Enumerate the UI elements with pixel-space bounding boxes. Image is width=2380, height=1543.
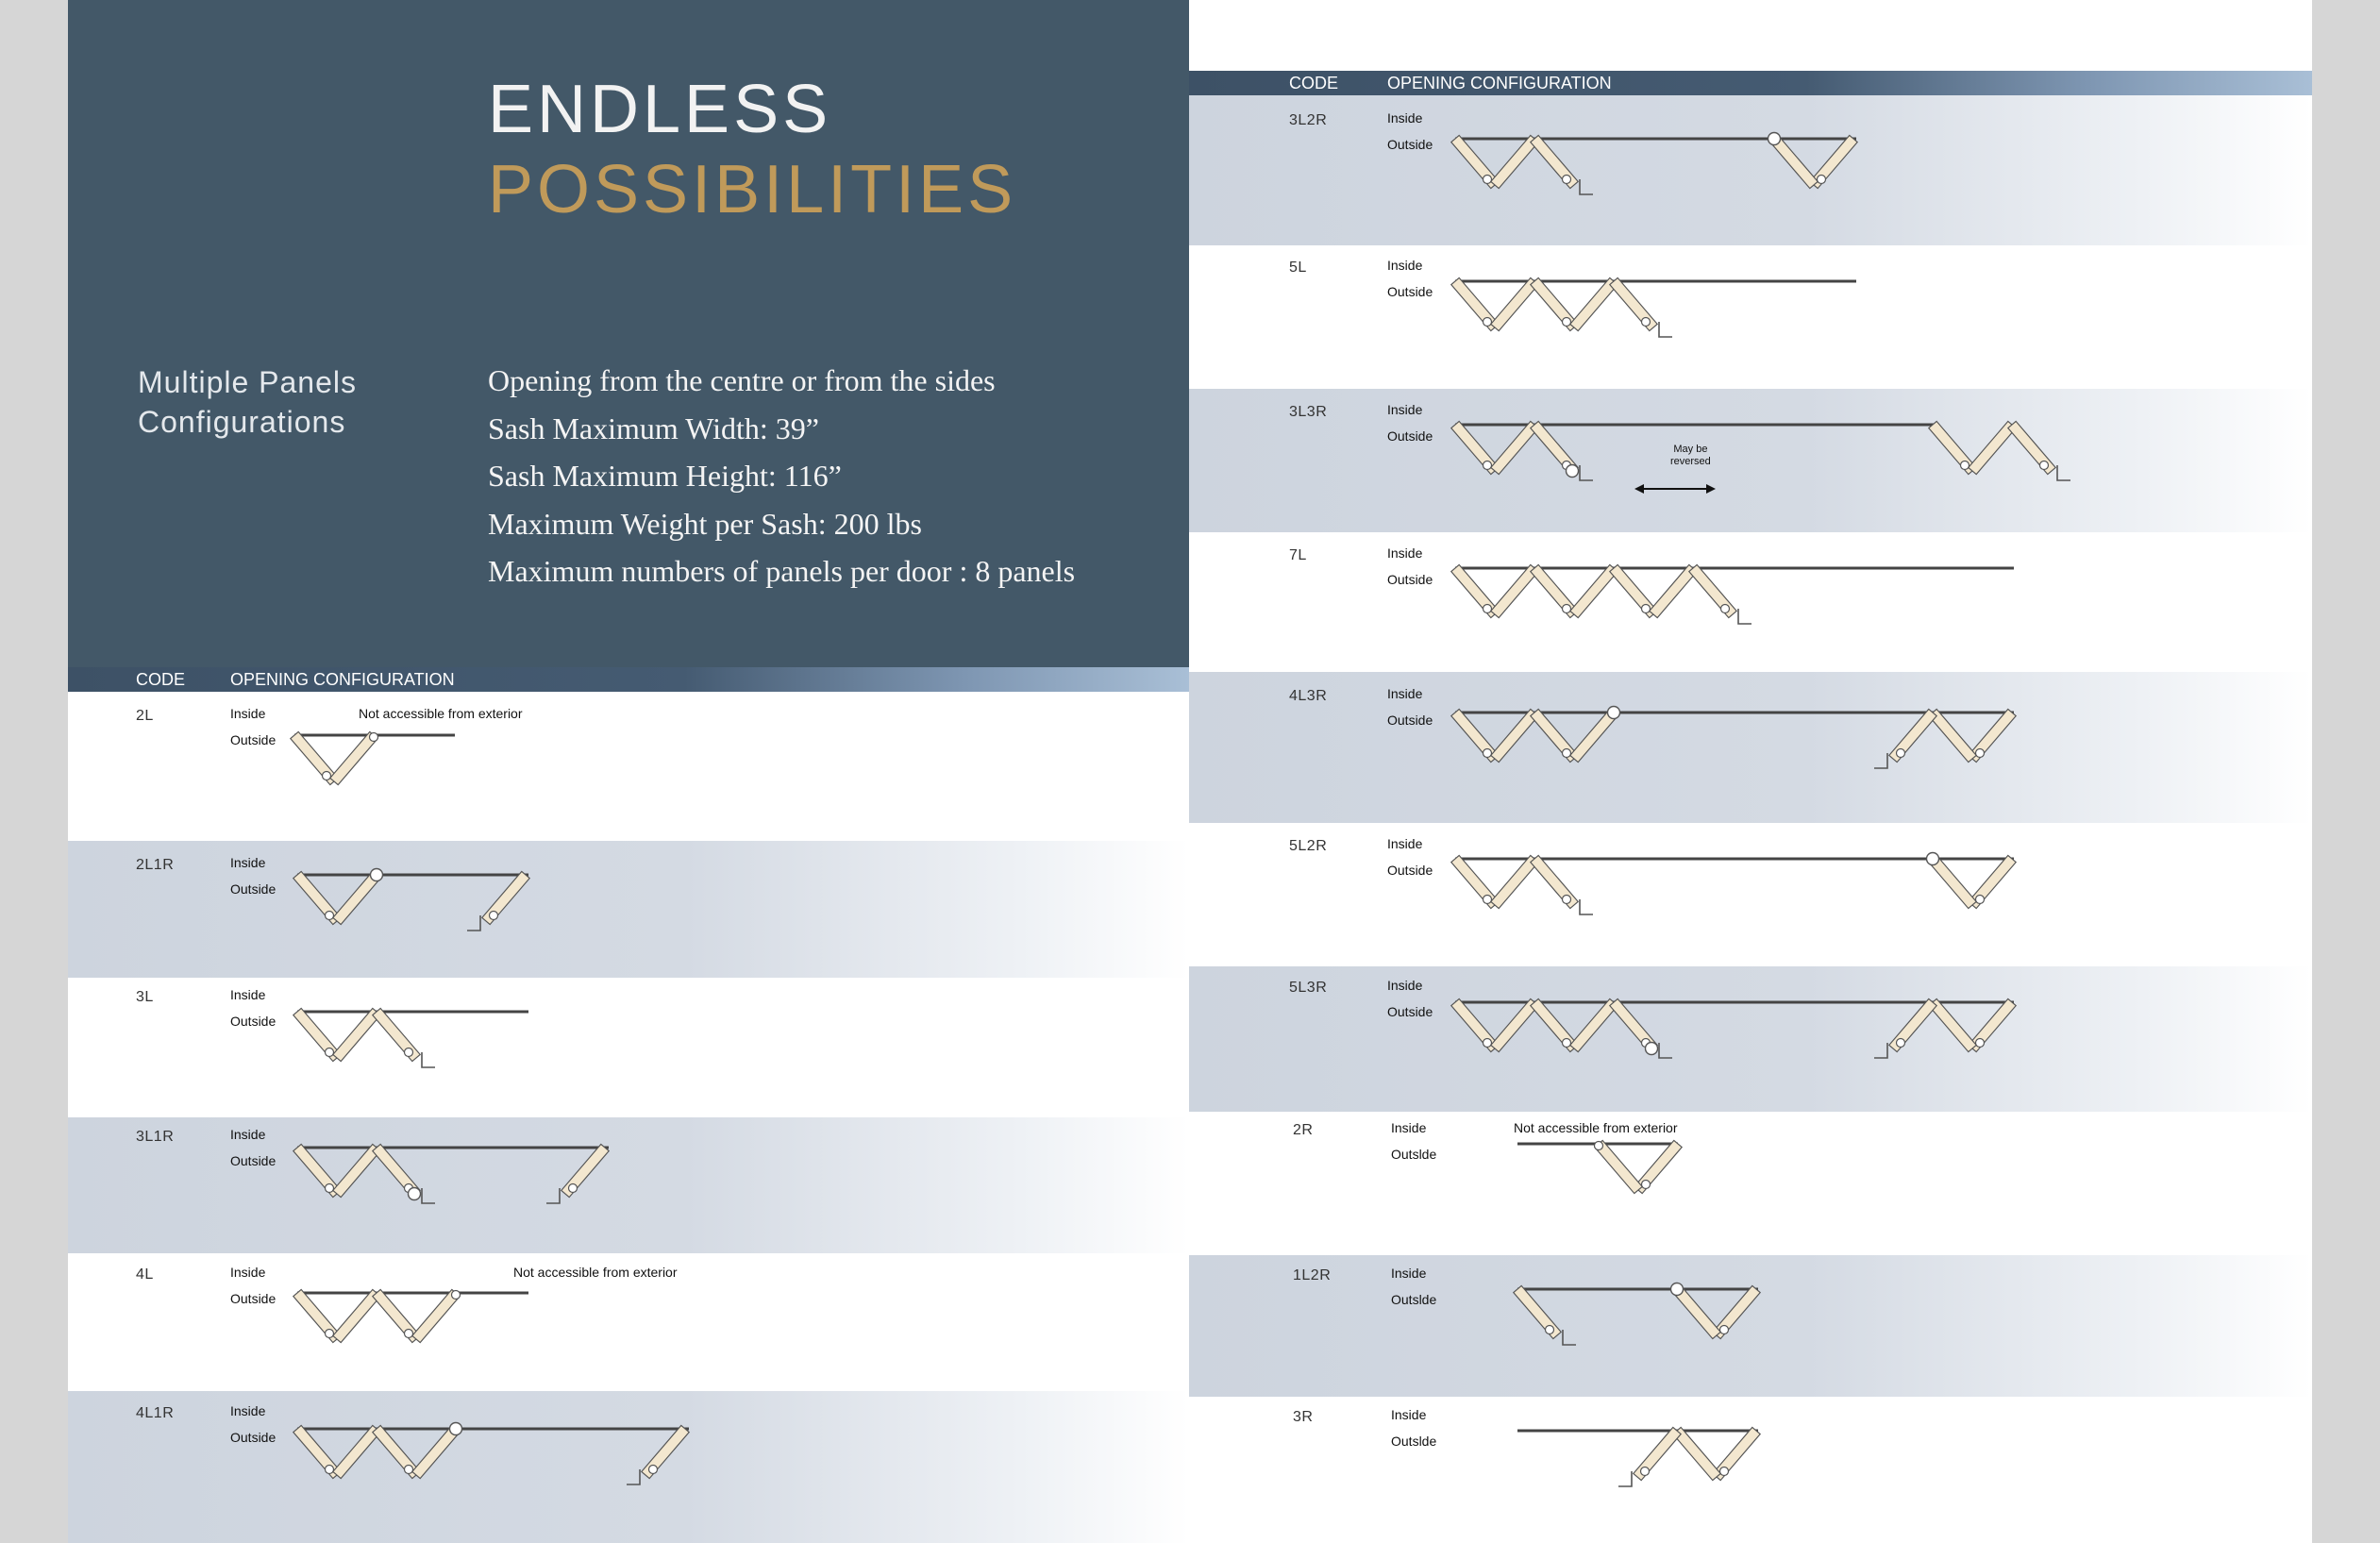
hinge-icon xyxy=(1563,605,1571,613)
opening-diagram xyxy=(297,869,580,964)
hinge-icon xyxy=(1721,605,1730,613)
row-code: 2R xyxy=(1293,1122,1314,1138)
hinge-icon xyxy=(490,912,498,920)
may-be-reversed-line2: reversed xyxy=(1670,456,1711,467)
opening-diagram xyxy=(1455,276,1889,370)
hinge-icon xyxy=(452,1291,461,1300)
hinge-icon xyxy=(1483,176,1492,184)
section-label-line2: Configurations xyxy=(138,405,346,439)
inside-label: Inside xyxy=(1391,1266,1427,1281)
handle-icon xyxy=(1580,179,1593,194)
outside-label: Outslde xyxy=(1391,1292,1437,1307)
pivot-icon xyxy=(409,1188,421,1200)
hinge-icon xyxy=(1595,1142,1603,1150)
spec-item: Opening from the centre or from the sides xyxy=(488,363,996,397)
inside-label: Inside xyxy=(1387,545,1423,561)
inside-label: Inside xyxy=(1387,258,1423,273)
row-code: 7L xyxy=(1289,547,1307,563)
hinge-icon xyxy=(326,1184,334,1193)
row-code: 5L xyxy=(1289,260,1307,276)
pivot-icon xyxy=(371,869,383,881)
hinge-icon xyxy=(1563,318,1571,327)
outside-label: Outslde xyxy=(1391,1147,1437,1162)
handle-icon xyxy=(546,1188,560,1203)
section-label xyxy=(138,362,357,442)
config-row-5L2R xyxy=(1189,823,2312,966)
outside-label: Outside xyxy=(230,1291,277,1306)
code-column-header: CODE xyxy=(136,670,186,689)
config-row-3L xyxy=(68,978,1189,1117)
handle-icon xyxy=(422,1188,435,1203)
config-row-1L2R xyxy=(1189,1255,2312,1397)
hinge-icon xyxy=(326,1048,334,1057)
hinge-icon xyxy=(1976,749,1985,758)
opening-diagram xyxy=(297,1423,712,1518)
outside-label: Outside xyxy=(230,881,277,897)
inside-label: Inside xyxy=(230,987,266,1002)
hinge-icon xyxy=(1641,1468,1650,1476)
hinge-icon xyxy=(1976,896,1985,904)
title-endless: ENDLESS xyxy=(488,72,832,147)
section-label-line1: Multiple Panels xyxy=(138,365,357,399)
hinge-icon xyxy=(1546,1326,1554,1334)
hinge-icon xyxy=(323,772,331,780)
hinge-icon xyxy=(1720,1326,1729,1334)
inside-label: Inside xyxy=(230,706,266,721)
inside-label: Inside xyxy=(230,855,266,870)
config-row-4L1R xyxy=(68,1391,1189,1543)
not-accessible-note: Not accessible from exterior xyxy=(1514,1120,1678,1135)
arrow-head-icon xyxy=(1706,484,1716,494)
config-row-3L3R xyxy=(1189,389,2312,532)
right-table-header xyxy=(1189,71,2312,95)
inside-label: Inside xyxy=(1391,1120,1427,1135)
outside-label: Outside xyxy=(1387,137,1433,152)
inside-label: Inside xyxy=(1391,1407,1427,1422)
not-accessible-note: Not accessible from exterior xyxy=(359,706,523,721)
outside-label: Outside xyxy=(1387,284,1433,299)
hinge-icon xyxy=(1897,1039,1905,1048)
opening-diagram xyxy=(1455,562,2040,657)
pivot-icon xyxy=(1646,1043,1658,1055)
row-code: 4L3R xyxy=(1289,688,1328,704)
handle-icon xyxy=(1874,1043,1887,1058)
handle-icon xyxy=(1659,322,1672,337)
hinge-icon xyxy=(1483,461,1492,470)
hinge-icon xyxy=(1483,1039,1492,1048)
title-possibilities: POSSIBILITIES xyxy=(488,152,1017,227)
inside-label: Inside xyxy=(1387,836,1423,851)
opening-diagram xyxy=(297,1006,580,1100)
not-accessible-note: Not accessible from exterior xyxy=(513,1265,678,1280)
handle-icon xyxy=(1738,609,1751,624)
opening-diagram xyxy=(1517,1425,1801,1519)
spec-item: Maximum Weight per Sash: 200 lbs xyxy=(488,506,922,541)
inside-label: Inside xyxy=(230,1127,266,1142)
pivot-icon xyxy=(1671,1283,1684,1296)
spec-item: Sash Maximum Height: 116” xyxy=(488,459,842,493)
hinge-icon xyxy=(1483,318,1492,327)
pivot-icon xyxy=(1768,133,1781,145)
outside-label: Outside xyxy=(1387,1004,1433,1019)
outside-label: Outside xyxy=(1387,713,1433,728)
handle-icon xyxy=(1580,899,1593,914)
may-be-reversed-line1: May be xyxy=(1673,444,1708,455)
hinge-icon xyxy=(326,912,334,920)
row-code: 4L1R xyxy=(136,1405,175,1421)
outside-label: Outside xyxy=(230,1014,277,1029)
hinge-icon xyxy=(1563,749,1571,758)
hinge-icon xyxy=(1563,1039,1571,1048)
config-row-5L3R xyxy=(1189,966,2312,1112)
config-row-2R xyxy=(1189,1112,2312,1255)
hero-panel xyxy=(68,0,1189,668)
row-code: 5L3R xyxy=(1289,980,1328,996)
outside-label: Outside xyxy=(1387,572,1433,587)
row-code: 4L xyxy=(136,1266,154,1283)
row-code: 2L xyxy=(136,708,154,724)
config-row-3R xyxy=(1189,1397,2312,1543)
inside-label: Inside xyxy=(1387,110,1423,126)
opening-diagram xyxy=(294,730,578,824)
left-table-header xyxy=(68,667,1189,692)
opening-diagram xyxy=(1455,133,1889,227)
inside-label: Inside xyxy=(230,1403,266,1418)
opening-diagram xyxy=(1517,1138,1801,1233)
row-code: 3L xyxy=(136,989,154,1005)
row-code: 3L3R xyxy=(1289,404,1328,420)
opening-diagram xyxy=(297,1142,637,1236)
config-row-4L3R xyxy=(1189,672,2312,823)
opening-diagram xyxy=(1517,1283,1801,1378)
hinge-icon xyxy=(1961,461,1969,470)
hinge-icon xyxy=(326,1466,334,1474)
row-code: 3L2R xyxy=(1289,112,1328,128)
handle-icon xyxy=(422,1052,435,1067)
handle-icon xyxy=(1874,753,1887,768)
hinge-icon xyxy=(1483,605,1492,613)
hinge-icon xyxy=(405,1048,413,1057)
handle-icon xyxy=(1580,465,1593,480)
handle-icon xyxy=(2057,465,2070,480)
inside-label: Inside xyxy=(1387,686,1423,701)
inside-label: Inside xyxy=(1387,402,1423,417)
outside-label: Outside xyxy=(230,732,277,747)
hinge-icon xyxy=(405,1466,413,1474)
hinge-icon xyxy=(1563,896,1571,904)
hinge-icon xyxy=(370,733,378,742)
opening-diagram xyxy=(1455,853,2040,948)
config-row-7L xyxy=(1189,532,2312,672)
hinge-icon xyxy=(569,1184,578,1193)
pivot-icon xyxy=(1567,465,1579,478)
row-code: 1L2R xyxy=(1293,1267,1332,1283)
outside-label: Outside xyxy=(1387,863,1433,878)
config-row-2L1R xyxy=(68,841,1189,978)
spec-item: Maximum numbers of panels per door : 8 panels xyxy=(488,554,1076,588)
arrow-head-icon xyxy=(1634,484,1644,494)
hinge-icon xyxy=(405,1330,413,1338)
config-row-3L2R xyxy=(1189,95,2312,245)
handle-icon xyxy=(467,915,480,931)
opening-diagram xyxy=(1455,997,2040,1091)
config-row-2L xyxy=(68,692,1189,841)
opening-diagram xyxy=(297,1287,580,1382)
pivot-icon xyxy=(450,1423,462,1435)
hinge-icon xyxy=(1818,176,1826,184)
config-row-5L xyxy=(1189,245,2312,389)
hinge-icon xyxy=(1642,318,1651,327)
outside-label: Outslde xyxy=(1391,1434,1437,1449)
spec-item: Sash Maximum Width: 39” xyxy=(488,411,819,445)
config-column-header: OPENING CONFIGURATION xyxy=(1387,74,1612,92)
pivot-icon xyxy=(1927,853,1939,865)
handle-icon xyxy=(1618,1471,1632,1486)
inside-label: Inside xyxy=(230,1265,266,1280)
handle-icon xyxy=(1563,1330,1576,1345)
outside-label: Outside xyxy=(1387,428,1433,444)
outside-label: Outside xyxy=(230,1430,277,1445)
hinge-icon xyxy=(649,1466,658,1474)
opening-diagram xyxy=(1455,707,2040,801)
config-column-header: OPENING CONFIGURATION xyxy=(230,670,455,689)
code-column-header: CODE xyxy=(1289,74,1339,92)
hinge-icon xyxy=(1642,605,1651,613)
hinge-icon xyxy=(1483,749,1492,758)
config-row-4L xyxy=(68,1253,1189,1391)
hinge-icon xyxy=(326,1330,334,1338)
handle-icon xyxy=(1659,1043,1672,1058)
config-row-3L1R xyxy=(68,1117,1189,1253)
row-code: 3L1R xyxy=(136,1129,175,1145)
pivot-icon xyxy=(1608,707,1620,719)
inside-label: Inside xyxy=(1387,978,1423,993)
hinge-icon xyxy=(1897,749,1905,758)
outside-label: Outside xyxy=(230,1153,277,1168)
hinge-icon xyxy=(1720,1468,1729,1476)
hinge-icon xyxy=(1976,1039,1985,1048)
hinge-icon xyxy=(1563,176,1571,184)
handle-icon xyxy=(627,1469,640,1484)
specs-list xyxy=(488,362,1075,601)
hinge-icon xyxy=(2040,461,2049,470)
opening-diagram xyxy=(1455,419,1965,513)
row-code: 3R xyxy=(1293,1409,1314,1425)
hinge-icon xyxy=(1642,1181,1651,1189)
row-code: 5L2R xyxy=(1289,838,1328,854)
row-code: 2L1R xyxy=(136,857,175,873)
hinge-icon xyxy=(1483,896,1492,904)
brochure-spread xyxy=(68,0,2312,1543)
